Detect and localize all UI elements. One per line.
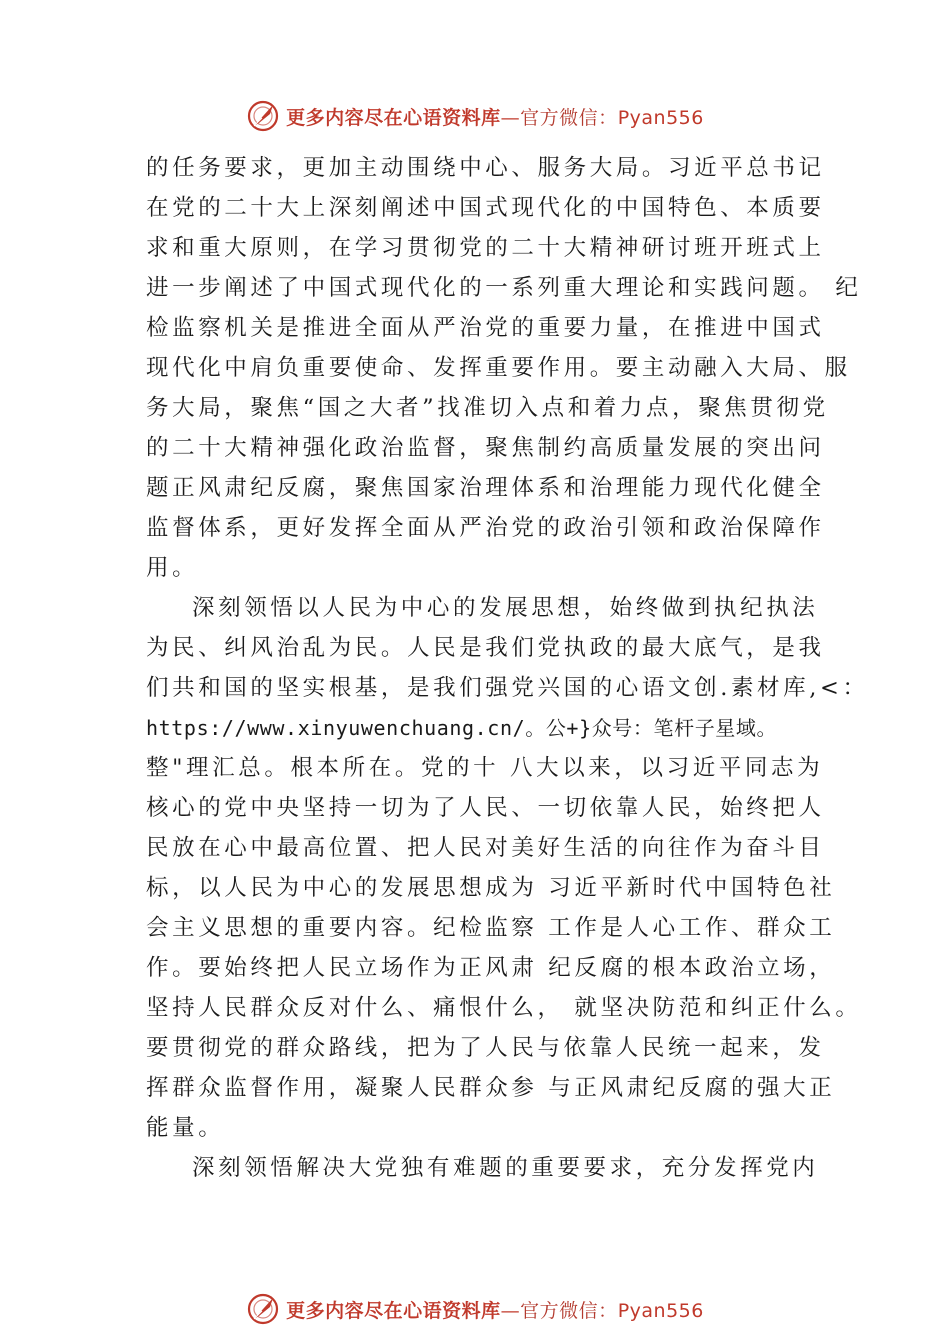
- banner-text: [286, 103, 704, 130]
- quill-seal-logo-icon: [246, 99, 280, 133]
- text-line: 挥群众监督作用，凝聚人民群众参 与正风肃纪反腐的强大正: [146, 1075, 836, 1101]
- text-line: 求和重大原则，在学习贯彻党的二十大精神研讨班开班式上: [146, 235, 825, 261]
- text-line: 现代化中肩负重要使命、发挥重要作用。要主动融入大局、服: [146, 355, 851, 381]
- paragraph-3: [146, 1148, 836, 1188]
- text-line: 进一步阐述了中国式现代化的一系列重大理论和实践问题。 纪: [146, 275, 862, 301]
- text-line: 民放在心中最高位置、把人民对美好生活的向往作为奋斗目: [146, 835, 825, 861]
- paragraph-2: [146, 588, 869, 1148]
- banner-main: 更多内容尽在心语资料库: [286, 106, 501, 129]
- text-line: 检监察机关是推进全面从严治党的重要力量，在推进中国式: [146, 315, 825, 341]
- text-line: 在党的二十大上深刻阐述中国式现代化的中国特色、本质要: [146, 195, 825, 221]
- banner-label: 官方微信：: [520, 106, 618, 129]
- header-banner: [0, 96, 950, 136]
- text-line: 标，以人民为中心的发展思想成为 习近平新时代中国特色社: [146, 875, 836, 901]
- banner-main: 更多内容尽在心语资料库: [286, 1299, 501, 1322]
- text-line: 为民、纠风治乱为民。人民是我们党执政的最大底气，是我: [146, 635, 825, 661]
- banner-wechat-id: Pyan556: [617, 106, 704, 129]
- footer-banner: [0, 1289, 950, 1329]
- banner-dash: —: [500, 106, 521, 129]
- banner-dash: —: [500, 1299, 521, 1322]
- quill-seal-logo-icon: [246, 1292, 280, 1326]
- text-line: 坚持人民群众反对什么、痛恨什么， 就坚决防范和纠正什么。: [146, 995, 862, 1021]
- text-line: 深刻领悟以人民为中心的发展思想，始终做到执纪执法: [192, 595, 819, 621]
- text-line: 能量。: [146, 1115, 225, 1141]
- text-line: 要贯彻党的群众路线，把为了人民与依靠人民统一起来，发: [146, 1035, 825, 1061]
- text-line: 作。要始终把人民立场作为正风肃 纪反腐的根本政治立场，: [146, 955, 836, 981]
- text-line: 深刻领悟解决大党独有难题的重要要求，充分发挥党内: [192, 1155, 819, 1181]
- text-line: 整"理汇总。根本所在。党的十 八大以来，以习近平同志为: [146, 755, 824, 781]
- banner-text: [286, 1296, 704, 1323]
- url-line: https://www.xinyuwenchuang.cn/。公+}众号：笔杆子星域。: [146, 716, 778, 740]
- text-line: 们共和国的坚实根基，是我们强党兴国的心语文创.素材库,<：: [146, 675, 869, 701]
- text-line: 监督体系，更好发挥全面从严治党的政治引领和政治保障作: [146, 515, 825, 541]
- text-line: 会主义思想的重要内容。纪检监察 工作是人心工作、群众工: [146, 915, 836, 941]
- paragraph-1: [146, 148, 862, 588]
- text-line: 核心的党中央坚持一切为了人民、一切依靠人民，始终把人: [146, 795, 825, 821]
- text-line: 务大局，聚焦“国之大者”找准切入点和着力点，聚焦贯彻党: [146, 395, 829, 421]
- banner-label: 官方微信：: [520, 1299, 618, 1322]
- text-line: 的二十大精神强化政治监督，聚焦制约高质量发展的突出问: [146, 435, 825, 461]
- text-line: 的任务要求，更加主动围绕中心、服务大局。习近平总书记: [146, 155, 825, 181]
- text-line: 用。: [146, 555, 199, 581]
- banner-wechat-id: Pyan556: [617, 1299, 704, 1322]
- text-line: 题正风肃纪反腐，聚焦国家治理体系和治理能力现代化健全: [146, 475, 825, 501]
- document-body: [146, 148, 869, 1188]
